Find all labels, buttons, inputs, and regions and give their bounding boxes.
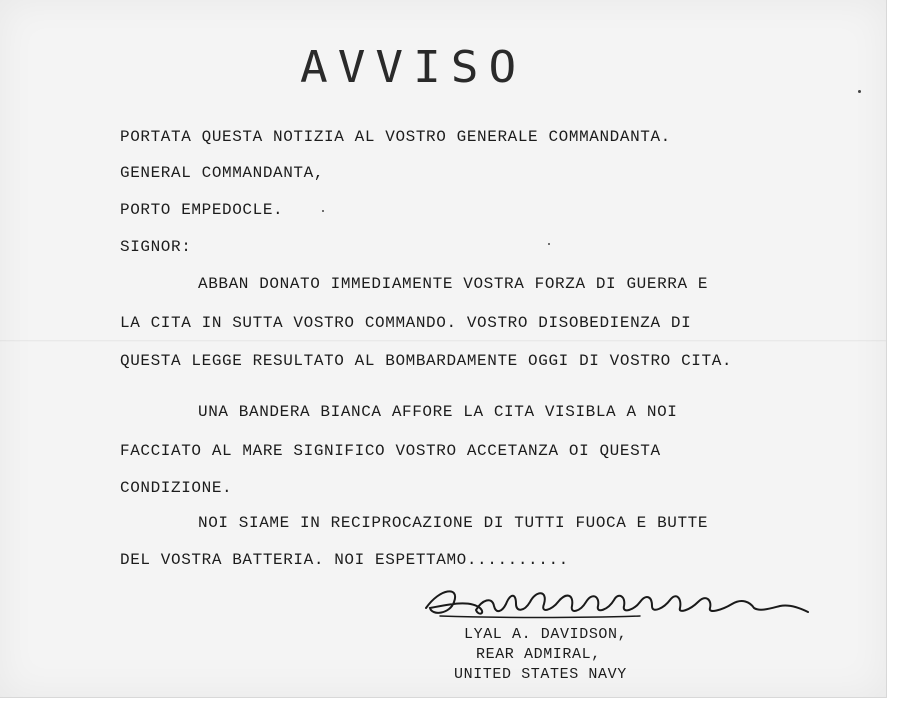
ink-speck	[322, 210, 324, 212]
body-line-8: UNA BANDERA BIANCA AFFORE LA CITA VISIBLA A NOI	[198, 403, 678, 421]
body-line-7: QUESTA LEGGE RESULTATO AL BOMBARDAMENTE OGGI DI VOSTRO CITA.	[120, 352, 733, 370]
signer-service: UNITED STATES NAVY	[454, 666, 627, 683]
paper-fold	[0, 340, 886, 342]
body-line-5: ABBAN DONATO IMMEDIAMENTE VOSTRA FORZA DI GUERRA E	[198, 275, 709, 293]
ink-speck	[548, 243, 550, 245]
signer-rank: REAR ADMIRAL,	[476, 646, 601, 663]
body-line-9: FACCIATO AL MARE SIGNIFICO VOSTRO ACCETANZA OI QUESTA	[120, 442, 661, 460]
body-line-11: NOI SIAME IN RECIPROCAZIONE DI TUTTI FUOCA E BUTTE	[198, 514, 709, 532]
body-line-6: LA CITA IN SUTTA VOSTRO COMMANDO. VOSTRO DISOBEDIENZA DI	[120, 314, 692, 332]
body-line-10: CONDIZIONE.	[120, 479, 233, 497]
body-line-2: GENERAL COMMANDANTA,	[120, 164, 325, 182]
signer-name: LYAL A. DAVIDSON,	[464, 626, 628, 643]
body-line-3: PORTO EMPEDOCLE.	[120, 201, 284, 219]
body-line-12: DEL VOSTRA BATTERIA. NOI ESPETTAMO..........	[120, 551, 569, 569]
document-title: AVVISO	[300, 41, 527, 93]
salutation: SIGNOR:	[120, 238, 192, 256]
body-line-1: PORTATA QUESTA NOTIZIA AL VOSTRO GENERALE COMMANDANTA.	[120, 128, 671, 146]
handwritten-signature	[420, 578, 820, 624]
ink-speck	[858, 90, 861, 93]
